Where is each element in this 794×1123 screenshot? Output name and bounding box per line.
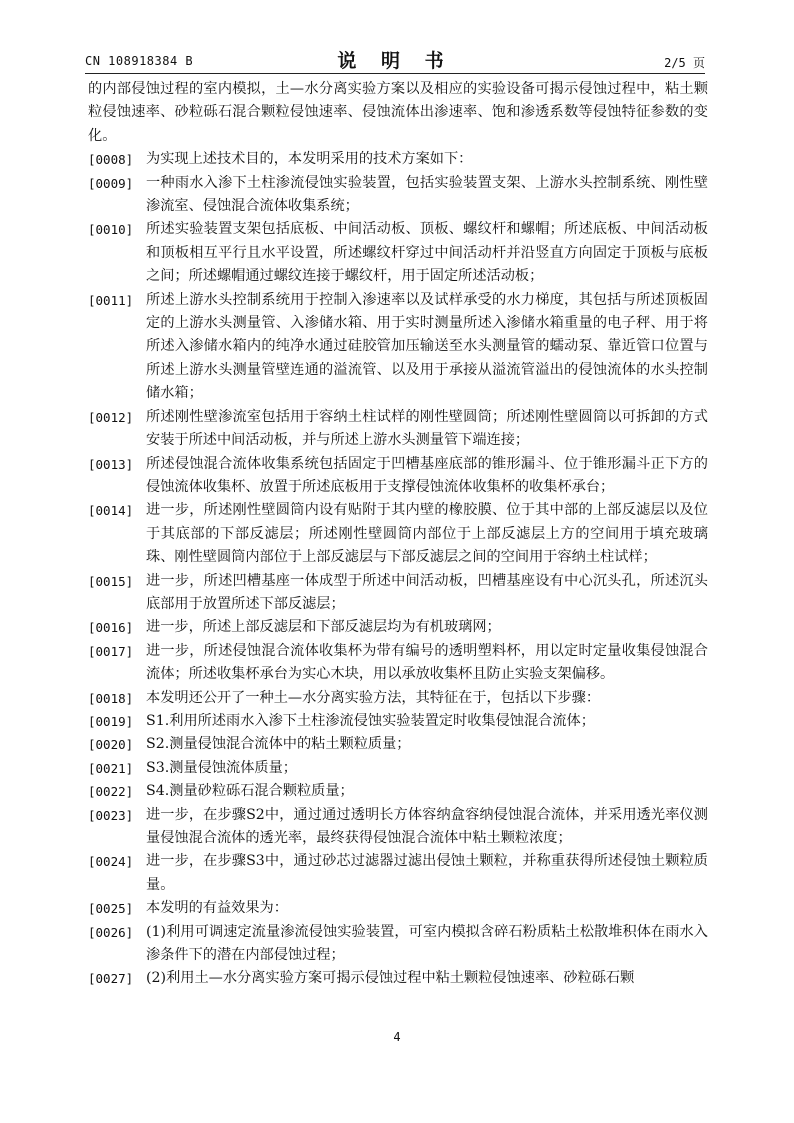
paragraph-number: [0018] — [88, 690, 134, 706]
paragraph-text: 所述实验装置支架包括底板、中间活动板、顶板、螺纹杆和螺帽；所述底板、中间活动板和顶板相互平行且水平设置，所述螺纹杆穿过中间活动杆并沿竖直方向固定于顶板与底板之间；所述螺帽通过螺纹连接于螺纹杆，用于固定所述活动板； — [146, 221, 708, 285]
paragraph-text: 本发明的有益效果为： — [146, 900, 288, 917]
paragraph — [88, 148, 708, 171]
paragraph-text: (1)利用可调速定流量渗流侵蚀实验装置，可室内模拟含碎石粉质粘土松散堆积体在雨水入渗条件下的潜在内部侵蚀过程； — [146, 923, 708, 964]
paragraph — [88, 406, 708, 453]
paragraph-number: [0013] — [88, 456, 134, 472]
page-indicator: 2/5 页 — [664, 56, 705, 70]
paragraph — [88, 499, 708, 569]
lead-paragraph: 的内部侵蚀过程的室内模拟，土—水分离实验方案以及相应的实验设备可揭示侵蚀过程中，粘土颗粒侵蚀速率、砂粒砾石混合颗粒侵蚀速率、侵蚀流体出渗速率、饱和渗透系数等侵蚀特征参数的变化。 — [88, 81, 708, 144]
paragraph-number: [0016] — [88, 620, 134, 636]
paragraph-text: 本发明还公开了一种土—水分离实验方法，其特征在于，包括以下步骤： — [146, 689, 601, 706]
patent-number: CN 108918384 B — [85, 54, 194, 68]
paragraph-number: [0020] — [88, 737, 134, 753]
paragraph-text: S1.利用所述雨水入渗下土柱渗流侵蚀实验装置定时收集侵蚀混合流体； — [146, 712, 595, 729]
paragraph — [88, 218, 708, 288]
header-rule — [85, 73, 705, 74]
paragraph-text: 一种雨水入渗下土柱渗流侵蚀实验装置，包括实验装置支架、上游水头控制系统、刚性壁渗流室、侵蚀混合流体收集系统； — [146, 174, 708, 215]
paragraph — [88, 289, 708, 406]
paragraph-text: S2.测量侵蚀混合流体中的粘土颗粒质量； — [146, 736, 411, 753]
paragraph — [88, 453, 708, 500]
paragraph-number: [0022] — [88, 784, 134, 800]
paragraph-number: [0019] — [88, 713, 134, 729]
paragraph — [88, 921, 708, 968]
paragraph-text: S3.测量侵蚀流体质量； — [146, 759, 297, 776]
document-title: 说 明 书 — [337, 50, 453, 72]
paragraph-text: 所述上游水头控制系统用于控制入渗速率以及试样承受的水力梯度，其包括与所述顶板固定的上游水头测量管、入渗储水箱、用于实时测量所述入渗储水箱重量的电子秤、用于将所述入渗储水箱内的纯净水通过硅胶管加压输送至水头测量管的蠕动泵、靠近管口位置与所述上游水头测量管壁连通的溢流管、以及用于承接从溢流管溢出的侵蚀流体的水头控制储水箱； — [146, 291, 708, 402]
paragraph-number: [0014] — [88, 503, 134, 519]
paragraph — [88, 967, 708, 990]
paragraph-number: [0011] — [88, 292, 134, 308]
paragraph-number: [0017] — [88, 643, 134, 659]
paragraph — [88, 733, 708, 756]
paragraph-text: 所述侵蚀混合流体收集系统包括固定于凹槽基座底部的锥形漏斗、位于锥形漏斗正下方的侵蚀流体收集杯、放置于所述底板用于支撑侵蚀流体收集杯的收集杯承台； — [146, 455, 708, 495]
paragraph-text: 为实现上述技术目的，本发明采用的技术方案如下： — [146, 151, 473, 168]
paragraph-text: 进一步，在步骤S3中，通过砂芯过滤器过滤出侵蚀土颗粒，并称重获得所述侵蚀土颗粒质量。 — [146, 853, 708, 893]
paragraph-list — [88, 148, 708, 991]
paragraph — [88, 710, 708, 733]
paragraph-text: 进一步，所述侵蚀混合流体收集杯为带有编号的透明塑料杯，用以定时定量收集侵蚀混合流体；所述收集杯承台为实心木块，用以承放收集杯且防止实验支架偏移。 — [146, 642, 708, 683]
paragraph-number: [0026] — [88, 924, 134, 940]
paragraph — [88, 172, 708, 219]
paragraph-number: [0023] — [88, 807, 134, 823]
paragraph-number: [0008] — [88, 152, 134, 168]
document-body — [88, 78, 708, 991]
paragraph — [88, 616, 708, 639]
paragraph-number: [0027] — [88, 971, 134, 987]
paragraph-text: 所述刚性壁渗流室包括用于容纳土柱试样的刚性壁圆筒；所述刚性壁圆筒以可拆卸的方式安装于所述中间活动板，并与所述上游水头测量管下端连接； — [146, 408, 708, 449]
paragraph-number: [0021] — [88, 760, 134, 776]
paragraph — [88, 897, 708, 920]
paragraph — [88, 780, 708, 803]
paragraph-number: [0025] — [88, 901, 134, 917]
paragraph-number: [0024] — [88, 854, 134, 870]
paragraph — [88, 687, 708, 710]
paragraph — [88, 757, 708, 780]
paragraph-text: 进一步，在步骤S2中，通过通过透明长方体容纳盒容纳侵蚀混合流体，并采用透光率仪测量侵蚀混合流体的透光率，最终获得侵蚀混合流体中粘土颗粒浓度； — [146, 806, 708, 846]
paragraph-text: 进一步，所述刚性壁圆筒内设有贴附于其内壁的橡胶膜、位于其中部的上部反滤层以及位于其底部的下部反滤层；所述刚性壁圆筒内部位于上部反滤层上方的空间用于填充玻璃珠、刚性壁圆筒内部位于上部反滤层与下部反滤层之间的空间用于容纳土柱试样； — [146, 502, 708, 566]
paragraph-text: 进一步，所述凹槽基座一体成型于所述中间活动板，凹槽基座设有中心沉头孔，所述沉头底部用于放置所述下部反滤层； — [146, 572, 708, 612]
paragraph — [88, 640, 708, 687]
paragraph-number: [0015] — [88, 573, 134, 589]
paragraph-text: (2)利用土—水分离实验方案可揭示侵蚀过程中粘土颗粒侵蚀速率、砂粒砾石颗 — [146, 970, 635, 987]
paragraph — [88, 570, 708, 617]
page-number: 4 — [393, 1030, 401, 1044]
paragraph — [88, 850, 708, 897]
page-header — [85, 48, 705, 74]
paragraph-text: S4.测量砂粒砾石混合颗粒质量； — [146, 783, 354, 800]
paragraph-number: [0010] — [88, 222, 134, 238]
paragraph — [88, 804, 708, 851]
paragraph-number: [0009] — [88, 175, 134, 191]
paragraph-text: 进一步，所述上部反滤层和下部反滤层均为有机玻璃网； — [146, 619, 501, 636]
paragraph-number: [0012] — [88, 409, 134, 425]
